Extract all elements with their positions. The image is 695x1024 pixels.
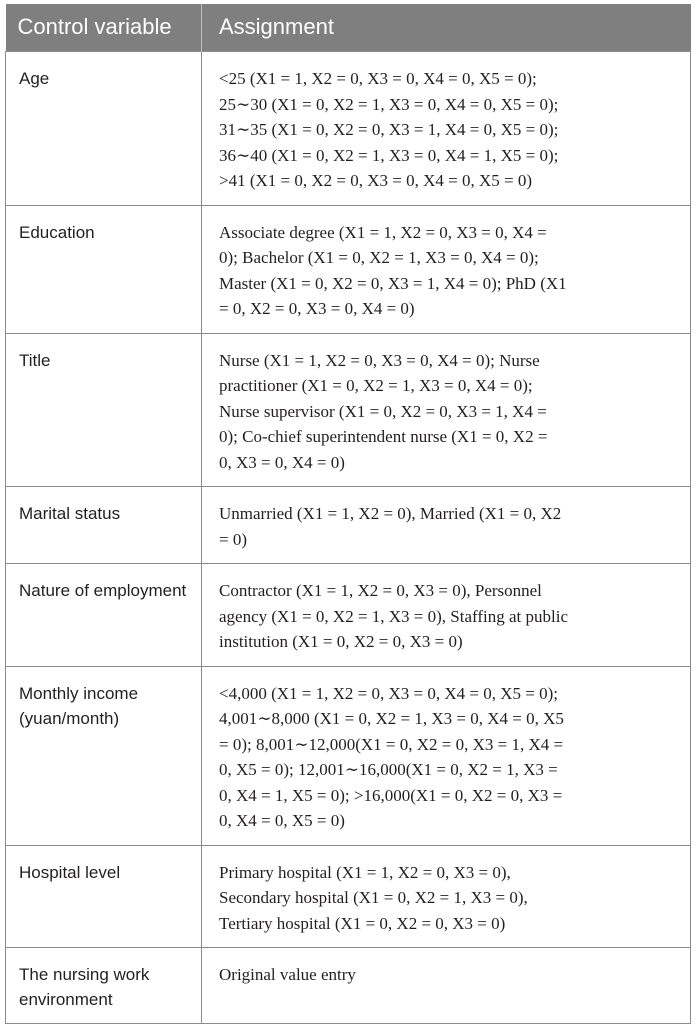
control-variable-cell: Education	[6, 205, 202, 333]
assignment-line: 0, X4 = 0, X5 = 0)	[219, 811, 345, 830]
assignment-line: Primary hospital (X1 = 1, X2 = 0, X3 = 0),	[219, 862, 511, 882]
table-row	[6, 333, 691, 487]
assignment-cell	[202, 52, 691, 206]
assignment-line: 0, X5 = 0); 12,001∼16,000(X1 = 0, X2 = 1, X3 =	[219, 760, 558, 779]
assignment-line: >41 (X1 = 0, X2 = 0, X3 = 0, X4 = 0, X5 = 0)	[219, 171, 532, 190]
assignment-line: <25 (X1 = 1, X2 = 0, X3 = 0, X4 = 0, X5 = 0);	[219, 69, 537, 88]
assignment-line: institution (X1 = 0, X2 = 0, X3 = 0)	[219, 632, 463, 651]
table-row	[6, 52, 691, 206]
assignment-line: = 0)	[219, 529, 247, 549]
assignment-line: = 0); 8,001∼12,000(X1 = 0, X2 = 0, X3 = 1, X4 =	[219, 734, 564, 754]
assignment-line: 0, X4 = 1, X5 = 0); >16,000(X1 = 0, X2 = 0, X3 =	[219, 785, 563, 805]
assignment-line: 4,001∼8,000 (X1 = 0, X2 = 1, X3 = 0, X4 = 0, X5	[219, 709, 564, 728]
assignment-line: 0); Bachelor (X1 = 0, X2 = 1, X3 = 0, X4 = 0);	[219, 248, 539, 267]
control-variable-cell: Monthly income (yuan/month)	[6, 666, 202, 845]
table-row	[6, 205, 691, 333]
control-variable-cell: Nature of employment	[6, 564, 202, 667]
assignment-cell	[202, 666, 691, 845]
assignment-line: 36∼40 (X1 = 0, X2 = 1, X3 = 0, X4 = 1, X5 = 0);	[219, 145, 559, 165]
assignment-line: = 0, X2 = 0, X3 = 0, X4 = 0)	[219, 299, 415, 318]
assignment-line: agency (X1 = 0, X2 = 1, X3 = 0), Staffing at public	[219, 606, 569, 626]
header-assignment: Assignment	[202, 4, 691, 52]
assignment-line: <4,000 (X1 = 1, X2 = 0, X3 = 0, X4 = 0, X5 = 0);	[219, 683, 558, 703]
table-row	[6, 666, 691, 845]
assignment-line: Contractor (X1 = 1, X2 = 0, X3 = 0), Personnel	[219, 581, 542, 600]
assignment-cell	[202, 564, 691, 667]
table-row	[6, 487, 691, 564]
table-header	[6, 4, 691, 52]
assignment-line: 0, X3 = 0, X4 = 0)	[219, 452, 345, 472]
assignment-line: 31∼35 (X1 = 0, X2 = 0, X3 = 1, X4 = 0, X5 = 0);	[219, 120, 559, 139]
assignment-line: Master (X1 = 0, X2 = 0, X3 = 1, X4 = 0); PhD (X1	[219, 273, 567, 293]
assignment-cell	[202, 205, 691, 333]
assignment-line: Secondary hospital (X1 = 0, X2 = 1, X3 = 0),	[219, 888, 528, 907]
assignment-line: Nurse (X1 = 1, X2 = 0, X3 = 0, X4 = 0); Nurse	[219, 350, 540, 370]
control-variable-cell: Marital status	[6, 487, 202, 564]
assignment-line: Associate degree (X1 = 1, X2 = 0, X3 = 0, X4 =	[219, 222, 547, 242]
control-variable-table	[5, 4, 691, 1024]
control-variable-cell: The nursing work environment	[6, 948, 202, 1024]
assignment-line: Tertiary hospital (X1 = 0, X2 = 0, X3 = 0)	[219, 913, 506, 933]
header-control-variable: Control variable	[6, 4, 202, 52]
assignment-line: Unmarried (X1 = 1, X2 = 0), Married (X1 = 0, X2	[219, 504, 562, 523]
assignment-cell	[202, 845, 691, 948]
assignment-line: 25∼30 (X1 = 0, X2 = 1, X3 = 0, X4 = 0, X5 = 0);	[219, 94, 559, 114]
assignment-line: Nurse supervisor (X1 = 0, X2 = 0, X3 = 1, X4 =	[219, 401, 547, 421]
assignment-line: 0); Co-chief superintendent nurse (X1 = 0, X2 =	[219, 427, 548, 446]
assignment-line: practitioner (X1 = 0, X2 = 1, X3 = 0, X4 = 0);	[219, 376, 533, 395]
control-variable-cell: Hospital level	[6, 845, 202, 948]
assignment-cell	[202, 333, 691, 487]
control-variable-cell: Title	[6, 333, 202, 487]
control-variable-cell: Age	[6, 52, 202, 206]
table-body	[6, 52, 691, 1024]
table-row	[6, 845, 691, 948]
assignment-cell	[202, 487, 691, 564]
table-row	[6, 564, 691, 667]
assignment-line: Original value entry	[219, 965, 356, 984]
table-row	[6, 948, 691, 1024]
assignment-cell	[202, 948, 691, 1024]
header-row	[6, 4, 691, 52]
